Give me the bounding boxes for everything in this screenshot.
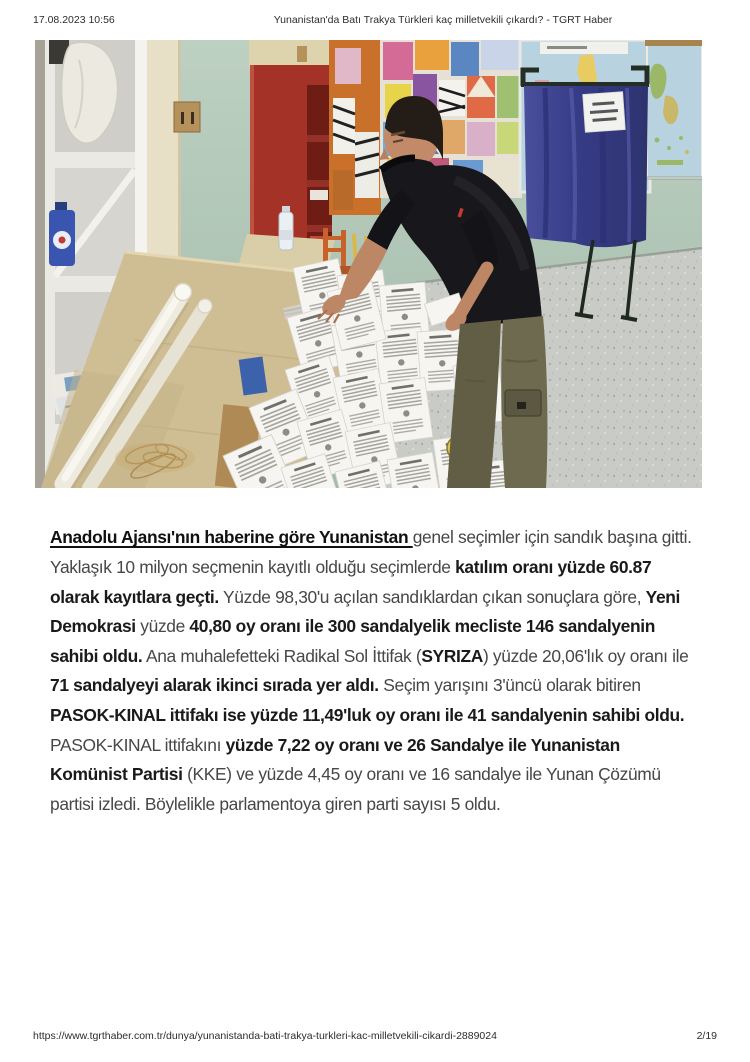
text-segment: PASOK-KINAL ittifakı ise yüzde 11,49'luk oy oranı ile 41 sandalyenin sahibi oldu. [50, 704, 685, 725]
text-segment: PASOK-KINAL ittifakını [50, 734, 226, 755]
detergent-bottle [49, 202, 75, 266]
print-footer-page-number: 2/19 [696, 1030, 717, 1042]
text-segment: 40,80 oy oranı ile 300 sandalyelik mecliste 146 sandalyenin sahibi oldu. [50, 616, 656, 666]
text-segment: yüzde 7,22 oy oranı ve 26 Sandalye ile Yunanistan Komünist Partisi [50, 734, 620, 785]
article-paragraph [50, 523, 700, 819]
text-segment: 71 sandalyeyi alarak ikinci sırada yer aldı. [50, 675, 379, 696]
text-segment: genel seçimler için sandık başına gitti. Yaklaşık 10 milyon seçmenin kayıtlı olduğu seçimlerde [50, 527, 692, 577]
article-link[interactable]: Anadolu Ajansı'nın haberine göre Yunanistan [50, 527, 413, 548]
text-segment: Yeni Demokrasi [50, 586, 681, 637]
blue-folder [239, 357, 268, 396]
water-bottle [279, 206, 293, 250]
text-segment: Ana muhalefetteki Radikal Sol İttifak ( [142, 645, 422, 666]
article-photo [35, 40, 702, 488]
coat-hook [174, 102, 200, 132]
polling-station-photo [35, 40, 702, 488]
text-segment: (KKE) ve yüzde 4,45 oy oranı ve 16 sandalye ile Yunan Çözümü partisi izledi. Böylelikle parlamentoya giren parti sayısı 5 oldu. [50, 764, 661, 814]
print-header-datetime: 17.08.2023 10:56 [33, 14, 115, 26]
bulletin-board [329, 40, 381, 215]
text-segment: SYRIZA [421, 645, 483, 666]
text-segment: Seçim yarışını 3'üncü olarak bitiren [378, 675, 641, 696]
text-segment: katılım oranı yüzde 60.87 olarak kayıtlara geçti. [50, 556, 652, 607]
print-header-title: Yunanistan'da Batı Trakya Türkleri kaç milletvekili çıkardı? - TGRT Haber [273, 14, 613, 26]
booth-sign [583, 92, 626, 133]
greece-map [645, 40, 702, 180]
text-segment: Yüzde 98,30'u açılan sandıklardan çıkan sonuçlara göre, [218, 586, 646, 607]
text-segment: yüzde [135, 616, 190, 637]
text-segment: ) yüzde 20,06'lık oy oranı ile [482, 645, 689, 666]
print-footer-url: https://www.tgrthaber.com.tr/dunya/yunanistanda-bati-trakya-turkleri-kac-milletvekili-cikardi-2889024 [33, 1030, 497, 1042]
